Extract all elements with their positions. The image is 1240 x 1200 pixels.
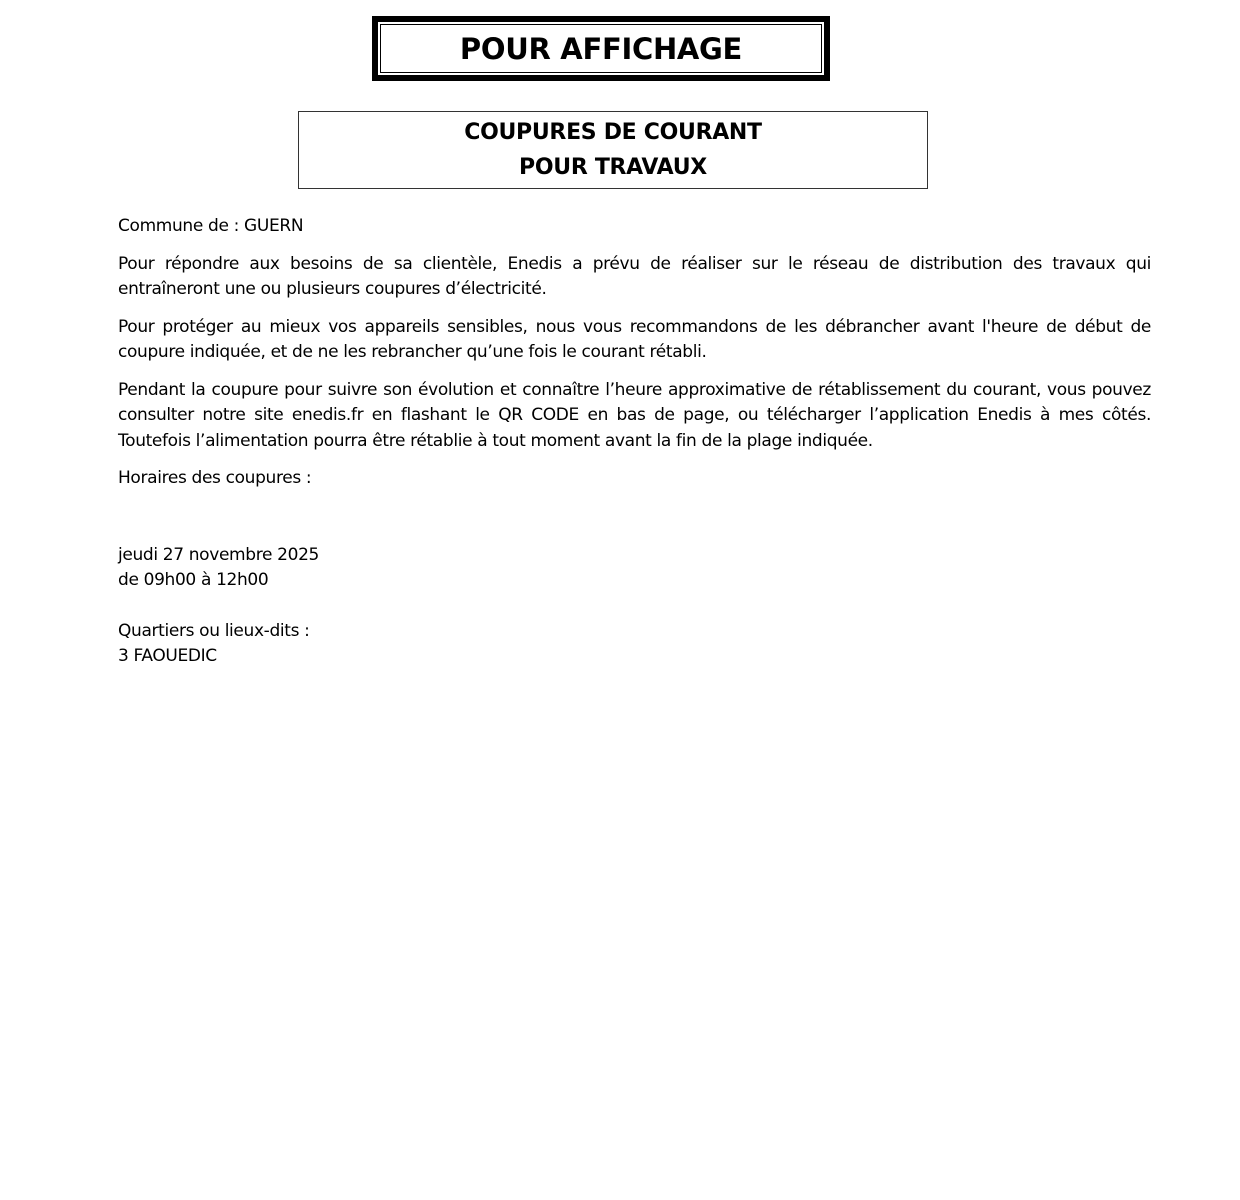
affichage-inner-frame <box>380 24 822 73</box>
paragraph-tracking: Pendant la coupure pour suivre son évolution et connaître l’heure approximative de rétablissement du courant, vous pouvez consulter notre site enedis.fr en flashant le QR CODE en bas de page, ou télécharger l’application Enedis à mes côtés. Toutefois l’alimentation pourra être rétablie à tout moment avant la fin de la plage indiquée. <box>118 379 1151 451</box>
spacer <box>118 492 1151 543</box>
location-item: 3 FAOUEDIC <box>118 646 217 666</box>
notice-content <box>118 214 1151 670</box>
commune-line <box>118 214 1151 240</box>
locations-label: Quartiers ou lieux-dits : <box>118 620 310 641</box>
paragraph-works: Pour répondre aux besoins de sa clientèle, Enedis a prévu de réaliser sur le réseau de distribution des travaux qui entraîneront une ou plusieurs coupures d’électricité. <box>118 253 1151 299</box>
commune-name: GUERN <box>244 216 304 236</box>
subject-box <box>298 111 928 189</box>
locations-block <box>118 619 1151 670</box>
commune-label: Commune de : <box>118 216 239 236</box>
schedule-heading: Horaires des coupures : <box>118 468 312 488</box>
paragraph-protection: Pour protéger au mieux vos appareils sensibles, nous vous recommandons de les débrancher avant l'heure de début de coupure indiquée, et de ne les rebrancher qu’une fois le courant rétabli. <box>118 316 1151 362</box>
outage-time-range: de 09h00 à 12h00 <box>118 570 269 590</box>
schedule-block <box>118 543 1151 594</box>
affichage-frame <box>372 16 830 81</box>
subject-line-2: POUR TRAVAUX <box>519 155 707 180</box>
subject-line-1: COUPURES DE COURANT <box>464 120 762 145</box>
outage-date: jeudi 27 novembre 2025 <box>118 544 319 565</box>
page-title: POUR AFFICHAGE <box>459 32 743 66</box>
spacer <box>118 594 1151 619</box>
